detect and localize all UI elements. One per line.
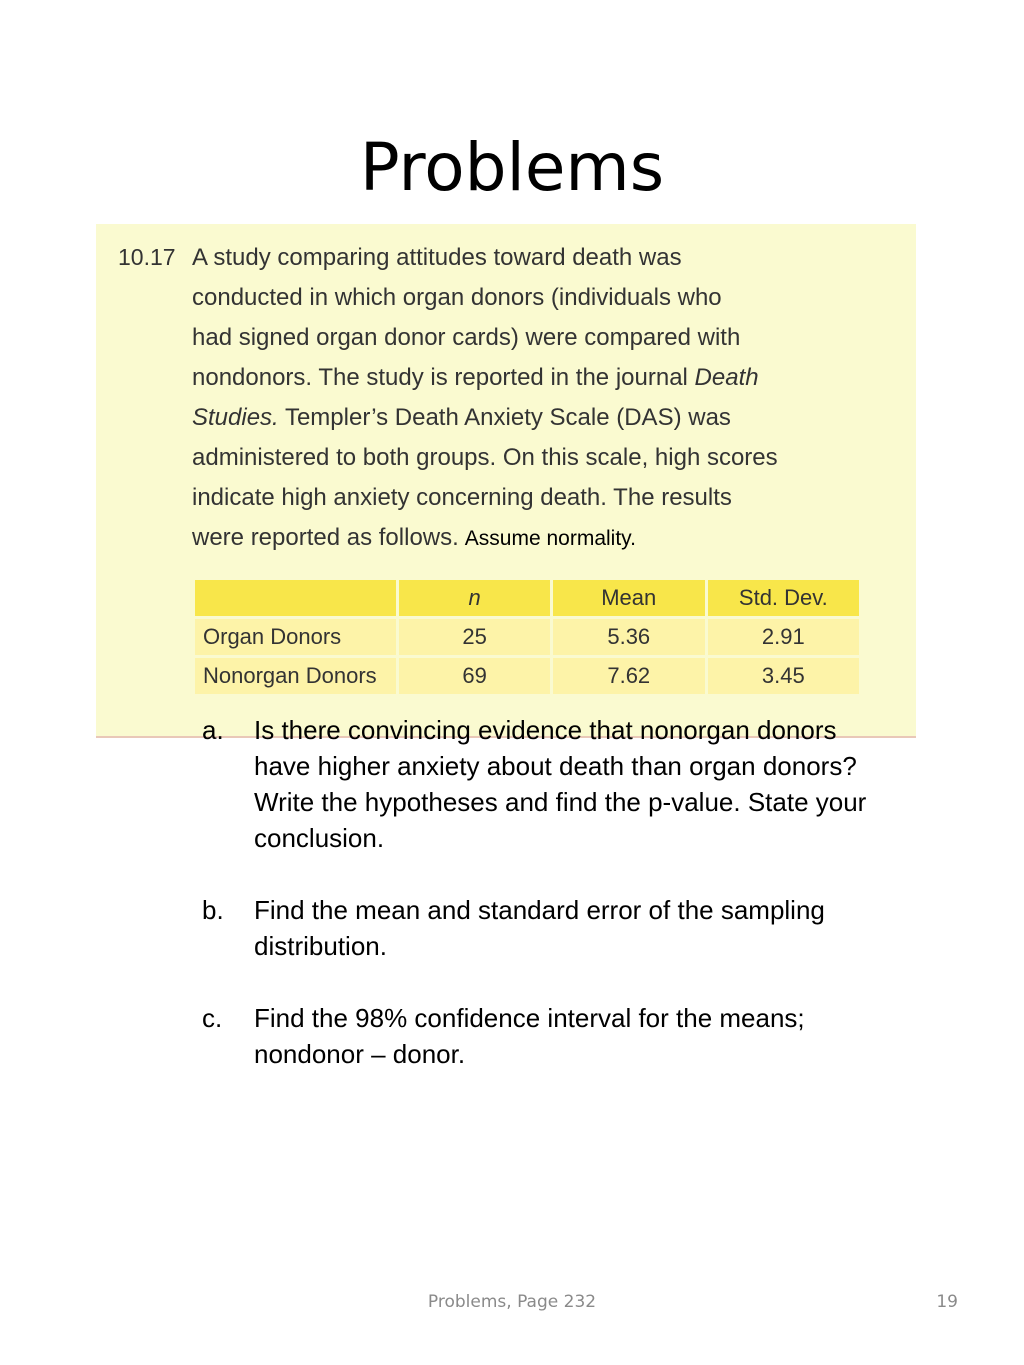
problem-line: administered to both groups. On this scale, high scores xyxy=(192,444,778,471)
question-c xyxy=(202,1000,892,1072)
question-text: Find the mean and standard error of the sampling distribution. xyxy=(254,895,825,961)
cell-std-dev: 2.91 xyxy=(708,619,859,655)
question-b xyxy=(202,892,892,964)
question-a xyxy=(202,712,892,856)
problem-line: had signed organ donor cards) were compared with xyxy=(192,324,741,351)
table-header-mean: Mean xyxy=(553,580,705,616)
problem-line xyxy=(192,358,872,398)
problem-number: 10.17 xyxy=(118,244,176,270)
table-header-blank xyxy=(195,580,396,616)
question-letter: b. xyxy=(202,895,224,925)
problem-line xyxy=(192,398,872,438)
slide-number: 19 xyxy=(936,1292,958,1312)
question-text: Is there convincing evidence that nonorgan donors have higher anxiety about death than organ donors? Write the hypotheses and find the p-value. State your conclusion. xyxy=(254,715,867,853)
textbook-scan xyxy=(96,224,916,738)
journal-name-part-2: Studies. xyxy=(192,404,279,431)
problem-line xyxy=(192,518,872,559)
data-table xyxy=(192,577,862,697)
cell-std-dev: 3.45 xyxy=(708,658,859,694)
journal-name-part-1: Death xyxy=(694,364,759,391)
table-header-std-dev: Std. Dev. xyxy=(708,580,859,616)
problem-text xyxy=(192,238,872,559)
problem-line-text: Templer’s Death Anxiety Scale (DAS) was xyxy=(278,404,731,431)
question-letter: c. xyxy=(202,1003,223,1033)
question-text: Find the 98% confidence interval for the means; nondonor – donor. xyxy=(254,1003,805,1069)
problem-line: indicate high anxiety concerning death. The results xyxy=(192,484,732,511)
cell-mean: 7.62 xyxy=(553,658,705,694)
row-label: Organ Donors xyxy=(195,619,396,655)
question-list xyxy=(202,712,892,1108)
table-row xyxy=(195,658,859,694)
question-letter: a. xyxy=(202,715,224,745)
slide-title: Problems xyxy=(359,129,665,206)
assume-normality-note: Assume normality. xyxy=(464,527,636,550)
table-row xyxy=(195,619,859,655)
table-header-n: n xyxy=(399,580,549,616)
table-header-row xyxy=(195,580,859,616)
cell-n: 25 xyxy=(399,619,549,655)
cell-n: 69 xyxy=(399,658,549,694)
problem-line: conducted in which organ donors (individuals who xyxy=(192,284,722,311)
problem-line-text: were reported as follows. xyxy=(192,524,459,551)
problem-line: A study comparing attitudes toward death was xyxy=(192,244,682,271)
cell-mean: 5.36 xyxy=(553,619,705,655)
row-label: Nonorgan Donors xyxy=(195,658,396,694)
problem-line-text: nondonors. The study is reported in the journal xyxy=(192,364,695,391)
footer-source: Problems, Page 232 xyxy=(427,1292,597,1312)
